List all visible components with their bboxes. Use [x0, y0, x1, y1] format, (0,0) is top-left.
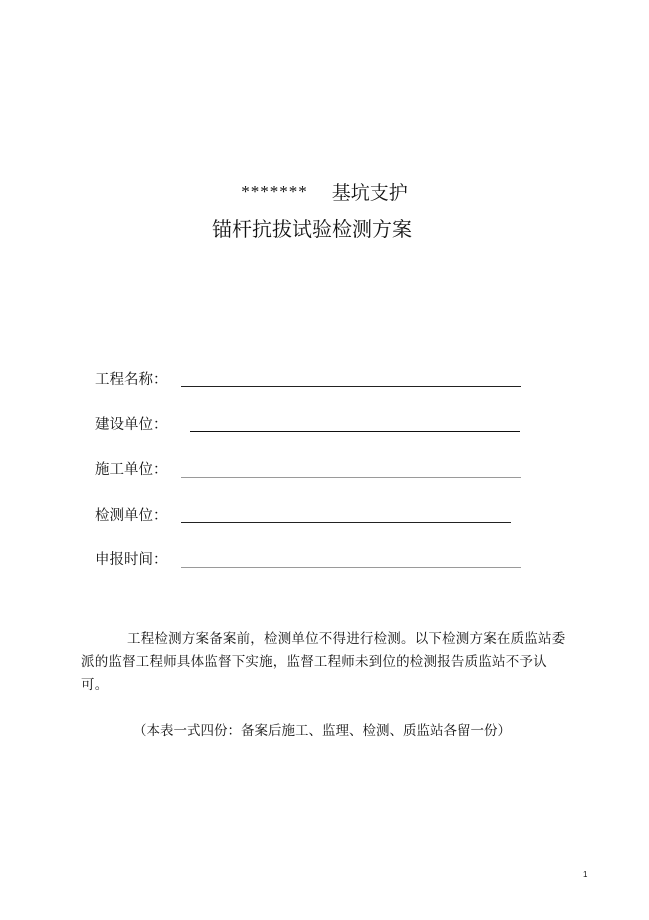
testing-unit-input-line[interactable] [181, 522, 511, 523]
project-code: ******* [241, 182, 308, 201]
testing-unit-label: 检测单位： [95, 508, 168, 524]
construction-owner-input-line[interactable] [190, 431, 520, 432]
contractor-label: 施工单位： [95, 462, 168, 478]
document-title-line [0, 181, 649, 206]
contractor-input-line[interactable] [181, 477, 521, 478]
notice-paragraph: 工程检测方案备案前，检测单位不得进行检测。以下检测方案在质监站委派的监督工程师具体监督下实施，监督工程师未到位的检测报告质监站不予认可。 [81, 631, 566, 693]
construction-owner-label: 建设单位： [95, 417, 168, 433]
project-name-input-line[interactable] [181, 386, 521, 387]
page-number: 1 [583, 870, 588, 879]
submission-date-input-line[interactable] [181, 567, 521, 568]
submission-date-label: 申报时间： [95, 552, 168, 568]
document-subtitle: 基坑支护 [331, 182, 408, 204]
project-name-label: 工程名称： [95, 372, 168, 388]
document-main-title: 锚杆抗拔试验检测方案 [212, 217, 412, 241]
copies-note: （本表一式四份：备案后施工、监理、检测、质监站各留一份） [133, 723, 511, 739]
